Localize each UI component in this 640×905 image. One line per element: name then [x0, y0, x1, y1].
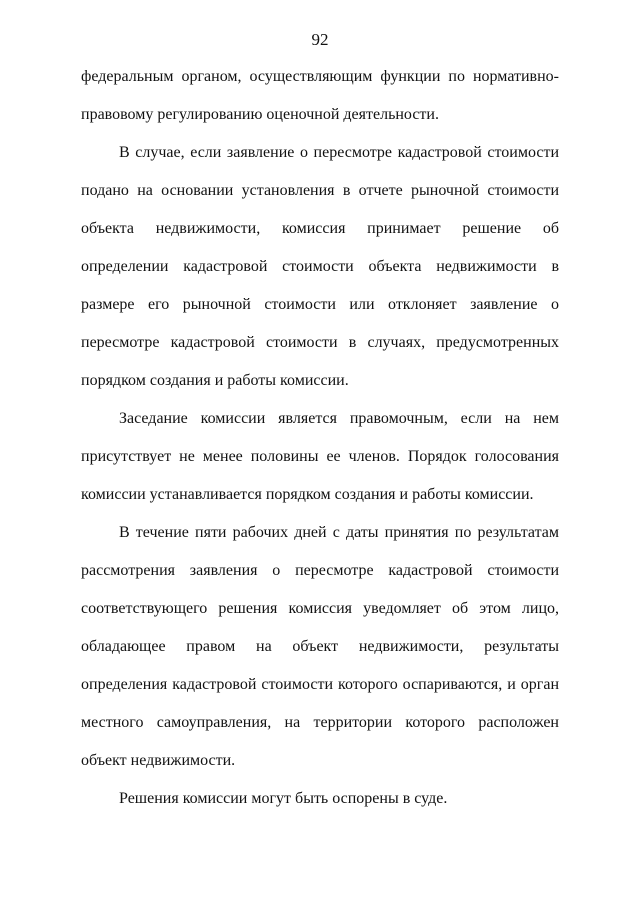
paragraph-appeal: Решения комиссии могут быть оспорены в суде.: [119, 790, 448, 807]
page-number: 92: [311, 30, 329, 49]
paragraph-quorum: Заседание комиссии является правомочным, если на нем присутствует не менее половины ее членов. Порядок голосования комиссии устанавливается порядком создания и работы комиссии.: [81, 410, 559, 503]
paragraph-continuation: федеральным органом, осуществляющим функции по нормативно-правовому регулированию оценочной деятельности.: [81, 68, 559, 123]
paragraph-cadastral-review: В случае, если заявление о пересмотре кадастровой стоимости подано на основании установления в отчете рыночной стоимости объекта недвижимости, комиссия принимает решение об определении кадастровой стоимости объекта недвижимости в размере его рыночной стоимости или отклоняет заявление о пересмотре кадастровой стоимости в случаях, предусмотренных порядком создания и работы комиссии.: [81, 144, 559, 389]
paragraph-notification: В течение пяти рабочих дней с даты принятия по результатам рассмотрения заявления о пересмотре кадастровой стоимости соответствующего решения комиссия уведомляет об этом лицо, обладающее правом на объект недвижимости, результаты определения кадастровой стоимости которого оспариваются, и орган местного самоуправления, на территории которого расположен объект недвижимости.: [81, 524, 559, 769]
body-text: [81, 58, 559, 818]
